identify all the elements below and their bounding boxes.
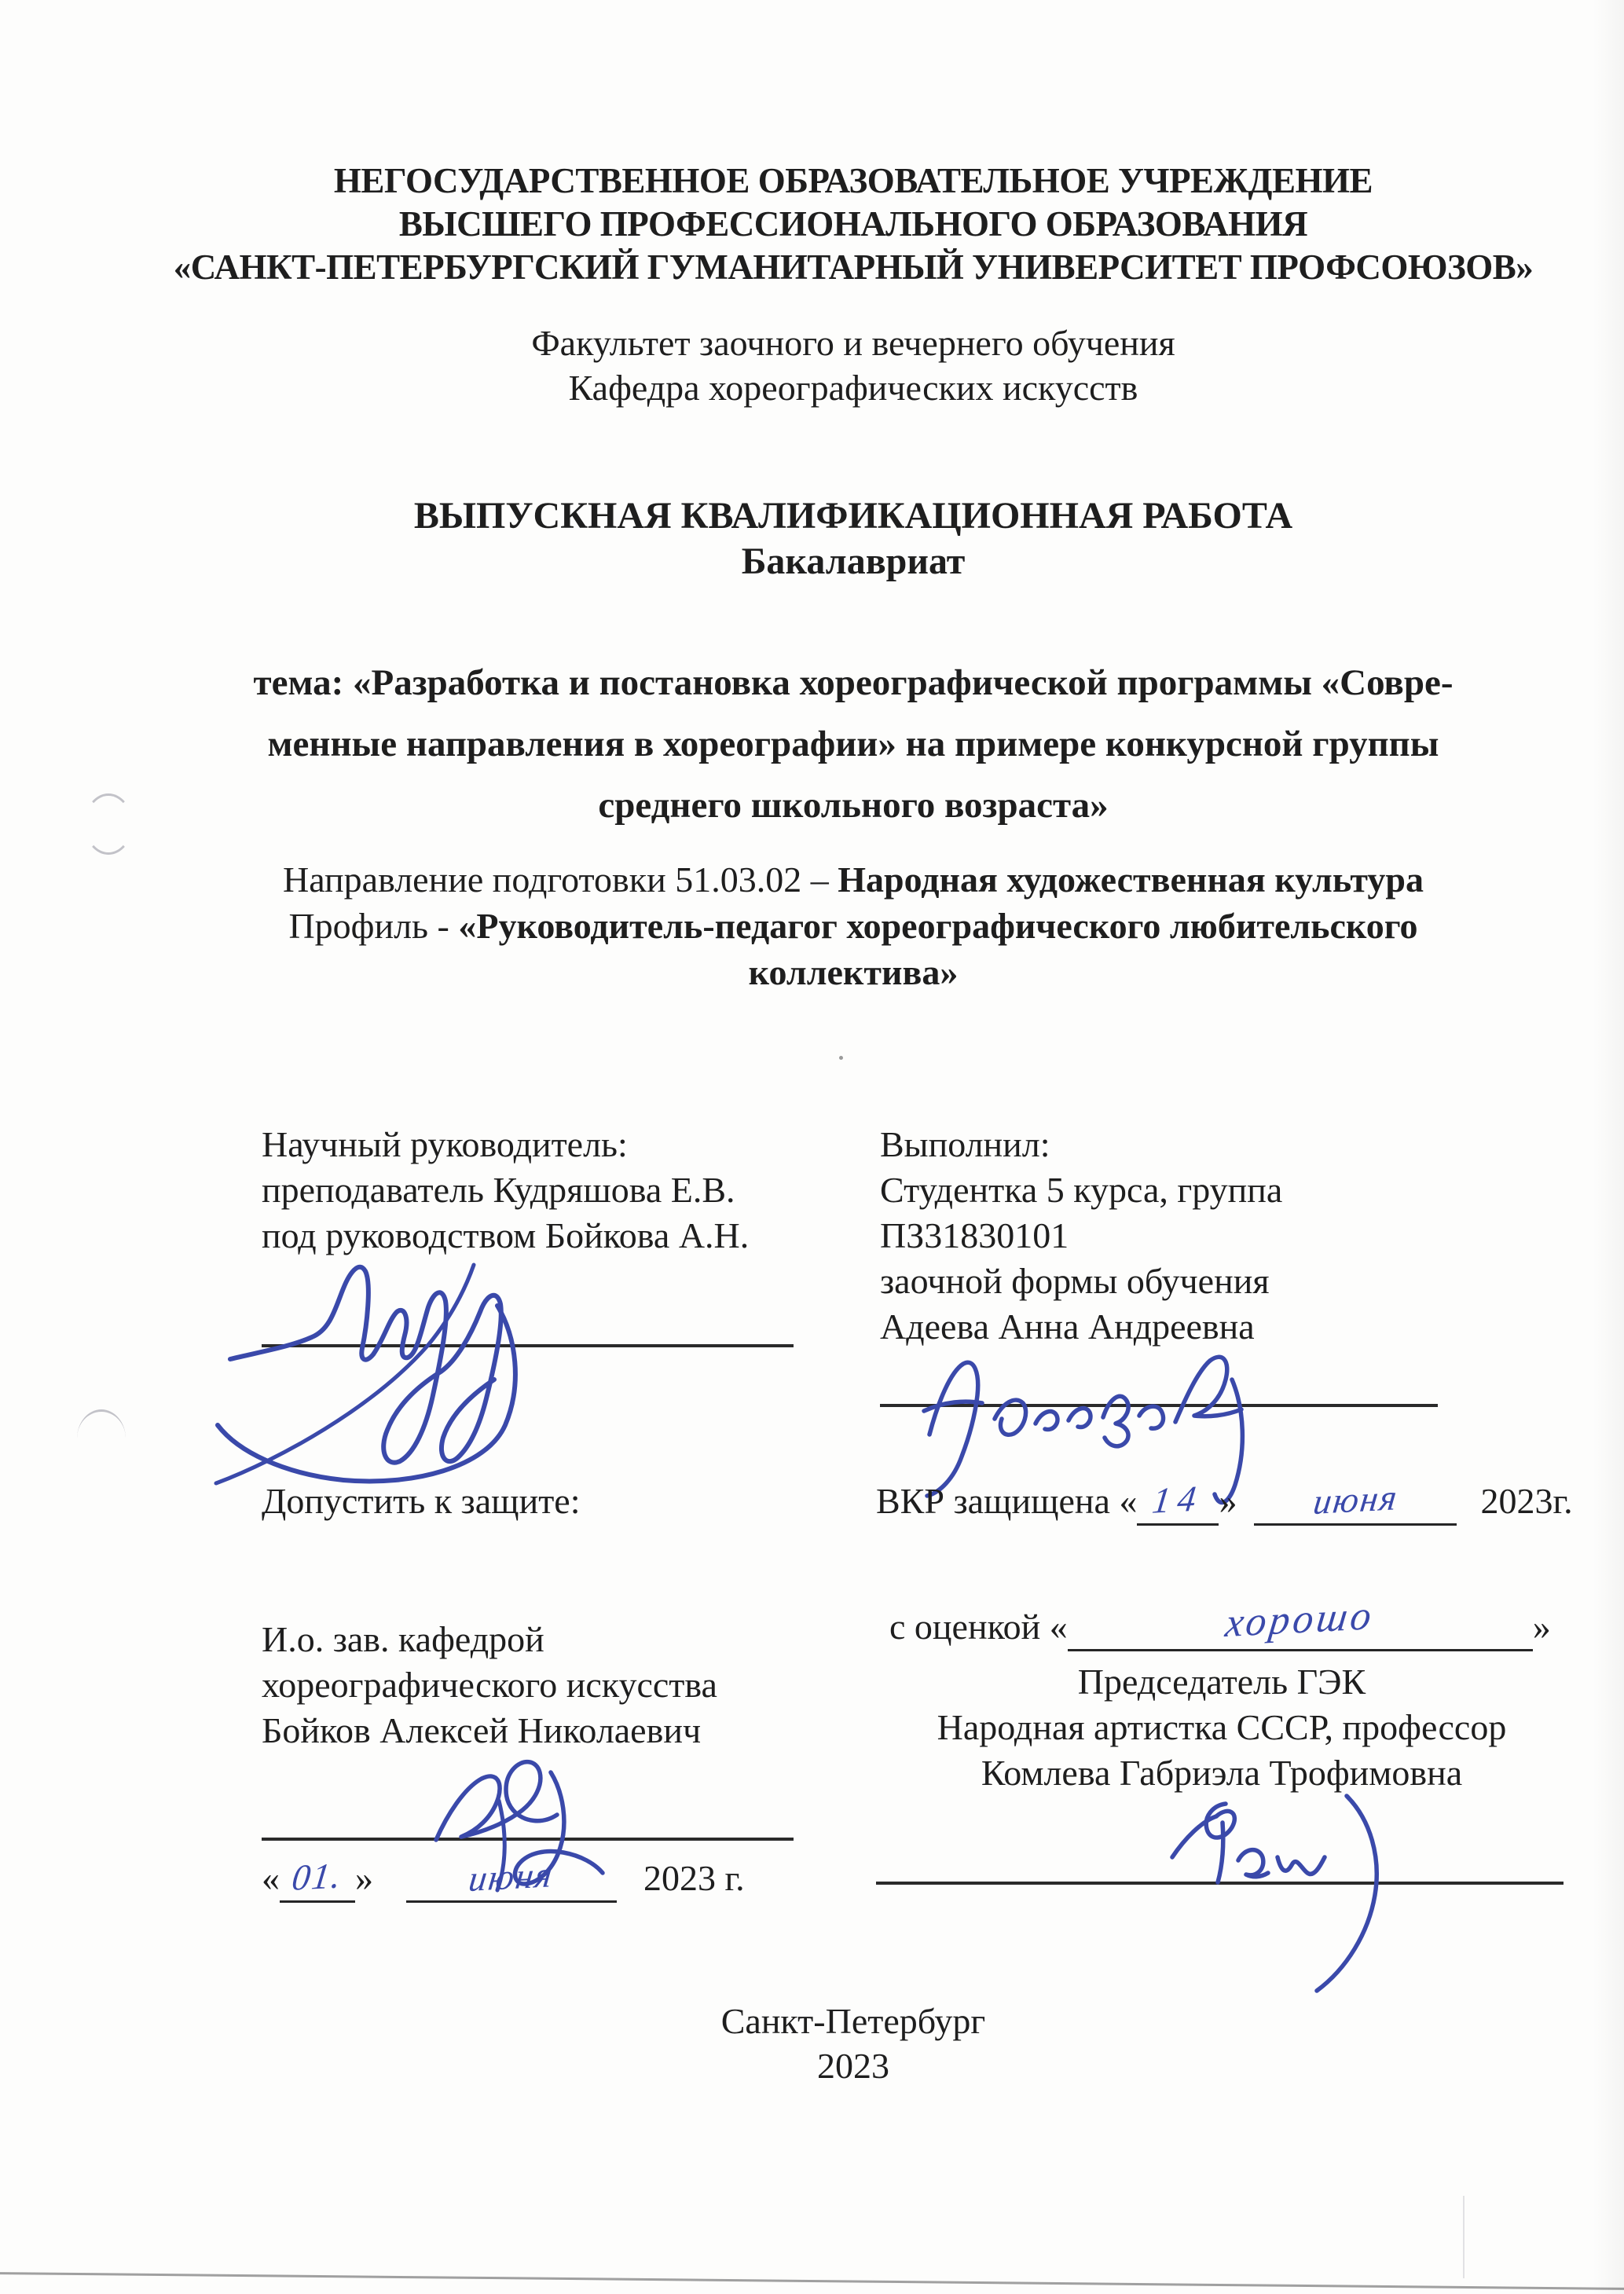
author-group: ПЗ31830101 bbox=[880, 1215, 1069, 1255]
theme-line-2: менные направления в хореографии» на примере конкурсной группы bbox=[267, 724, 1439, 764]
university-line-1: НЕГОСУДАРСТВЕННОЕ ОБРАЗОВАТЕЛЬНОЕ УЧРЕЖДЕНИЕ bbox=[333, 161, 1373, 200]
profile-value-2: коллектива» bbox=[748, 952, 959, 992]
direction-prefix: Направление подготовки 51.03.02 – bbox=[283, 859, 838, 900]
university-header bbox=[162, 159, 1545, 289]
grade-handwritten: хорошо bbox=[1223, 1592, 1377, 1647]
admission-label: Допустить к защите: bbox=[262, 1481, 581, 1521]
profile-value-1: «Руководитель-педагог хореографического любительского bbox=[458, 906, 1418, 946]
profile-line-1 bbox=[162, 903, 1545, 949]
department-line: Кафедра хореографических искусств bbox=[568, 368, 1138, 408]
admission-position-2: хореографического искусства bbox=[262, 1665, 717, 1705]
grade-label: с оценкой « bbox=[889, 1607, 1068, 1647]
defense-month-handwritten: июня bbox=[1311, 1476, 1401, 1523]
supervisor-label: Научный руководитель: bbox=[262, 1124, 628, 1164]
theme-line-1: тема: «Разработка и постановка хореографической программы «Совре- bbox=[253, 662, 1454, 703]
grade-row bbox=[889, 1592, 1551, 1651]
author-block bbox=[880, 1122, 1282, 1350]
defense-prefix: ВКР защищена « bbox=[876, 1481, 1138, 1521]
committee-title: Председатель ГЭК bbox=[1077, 1662, 1366, 1702]
author-course: Студентка 5 курса, группа bbox=[880, 1170, 1283, 1210]
author-name: Адеева Анна Андреевна bbox=[880, 1306, 1255, 1347]
supervisor-signature bbox=[208, 1219, 632, 1502]
defense-date-row bbox=[876, 1477, 1573, 1526]
footer-city: Санкт-Петербург bbox=[720, 2001, 986, 2041]
faculty-block bbox=[162, 321, 1545, 410]
theme-block bbox=[162, 652, 1545, 836]
admission-month-blank bbox=[406, 1852, 617, 1903]
footer-year: 2023 bbox=[817, 2046, 889, 2086]
committee-block bbox=[876, 1659, 1567, 1796]
committee-signature bbox=[1153, 1782, 1436, 2002]
punch-hole-mark-bottom bbox=[77, 1409, 126, 1438]
defense-day-blank bbox=[1137, 1475, 1219, 1526]
admission-position-1: И.о. зав. кафедрой bbox=[262, 1619, 544, 1659]
defense-month-blank bbox=[1254, 1475, 1457, 1526]
defense-day-handwritten: 14 bbox=[1150, 1478, 1206, 1521]
admission-day-blank bbox=[280, 1852, 355, 1903]
supervisor-signature-line bbox=[262, 1344, 794, 1347]
supervisor-block bbox=[262, 1122, 749, 1259]
work-title-block bbox=[162, 493, 1545, 584]
work-title: ВЫПУСКНАЯ КВАЛИФИКАЦИОННАЯ РАБОТА bbox=[413, 495, 1293, 537]
faculty-line: Факультет заочного и вечернего обучения bbox=[531, 323, 1175, 363]
admission-date-row bbox=[262, 1854, 745, 1903]
university-line-3: «САНКТ-ПЕТЕРБУРГСКИЙ ГУМАНИТАРНЫЙ УНИВЕРСИТЕТ ПРОФСОЮЗОВ» bbox=[173, 247, 1534, 287]
admission-label-row bbox=[262, 1479, 581, 1524]
author-study-form: заочной формы обучения bbox=[880, 1261, 1270, 1301]
direction-line bbox=[162, 856, 1545, 903]
committee-chair-name: Комлева Габриэла Трофимовна bbox=[981, 1753, 1463, 1793]
author-label: Выполнил: bbox=[880, 1124, 1050, 1164]
supervisor-head: под руководством Бойкова А.Н. bbox=[262, 1215, 750, 1255]
admission-day-handwritten: 01. bbox=[290, 1855, 345, 1898]
quote-open: « bbox=[262, 1858, 280, 1898]
direction-specialty: Народная художественная культура bbox=[838, 859, 1424, 900]
university-line-2: ВЫСШЕГО ПРОФЕССИОНАЛЬНОГО ОБРАЗОВАНИЯ bbox=[398, 204, 1308, 244]
admission-year: 2023 г. bbox=[643, 1858, 745, 1898]
theme-line-3: среднего школьного возраста» bbox=[598, 785, 1109, 826]
admission-officer-block bbox=[262, 1617, 717, 1753]
admission-signature-line bbox=[262, 1838, 794, 1841]
supervisor-name: преподаватель Кудряшова Е.В. bbox=[262, 1170, 735, 1210]
profile-prefix: Профиль - bbox=[288, 906, 459, 946]
profile-line-2 bbox=[162, 949, 1545, 995]
page-bottom-scan-edge bbox=[0, 2272, 1624, 2290]
defense-year: 2023г. bbox=[1480, 1481, 1573, 1521]
punch-hole-mark-top bbox=[84, 793, 133, 855]
grade-blank bbox=[1068, 1592, 1533, 1651]
quote-close: » bbox=[355, 1858, 373, 1898]
author-signature-line bbox=[880, 1404, 1438, 1407]
committee-rank: Народная артистка СССР, профессор bbox=[937, 1707, 1507, 1747]
admission-officer-name: Бойков Алексей Николаевич bbox=[262, 1710, 702, 1750]
scan-vertical-streak bbox=[1463, 2196, 1465, 2278]
admission-month-handwritten: июня bbox=[467, 1853, 556, 1900]
quote-close: » bbox=[1219, 1481, 1237, 1521]
committee-signature-line bbox=[876, 1882, 1564, 1885]
scan-speck bbox=[839, 1056, 843, 1060]
degree-level: Бакалавриат bbox=[741, 541, 966, 582]
quote-close: » bbox=[1532, 1607, 1551, 1647]
direction-block bbox=[162, 856, 1545, 995]
footer-block bbox=[162, 1999, 1545, 2088]
